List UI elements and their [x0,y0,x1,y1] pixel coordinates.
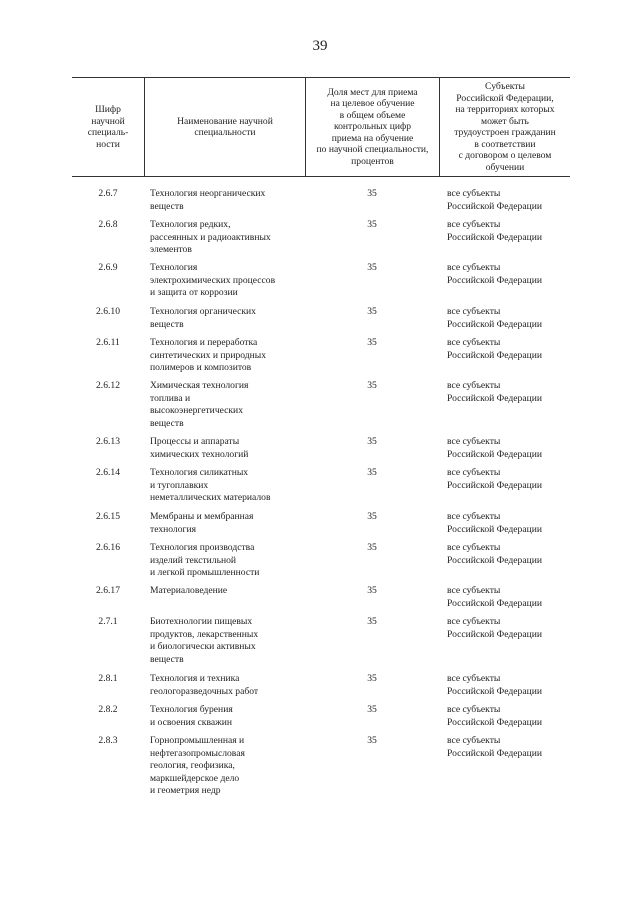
header-subjects: Субъекты Российской Федерации, на территориях которых может быть трудоустроен гражданин в соответствии с договором о целевом обучении [454,81,556,173]
cell-name: Технология производства изделий текстильной и легкой промышленности [150,542,260,578]
cell-share: 35 [367,585,377,596]
cell-subjects: все субъекты Российской Федерации [447,306,542,330]
cell-name: Мембраны и мембранная технология [150,511,254,535]
cell-subjects: все субъекты Российской Федерации [447,262,542,286]
cell-share: 35 [367,188,377,199]
table-row [72,735,570,801]
cell-code: 2.8.3 [98,735,118,746]
cell-code: 2.6.7 [98,188,118,199]
cell-name: Технология редких, рассеянных и радиоактивных элементов [150,219,271,255]
table-row [72,436,570,467]
cell-code: 2.6.11 [96,337,120,348]
cell-share: 35 [367,467,377,478]
cell-code: 2.7.1 [98,616,118,627]
cell-name: Процессы и аппараты химических технологий [150,436,249,460]
cell-code: 2.8.1 [98,673,118,684]
cell-subjects: все субъекты Российской Федерации [447,735,542,759]
cell-code: 2.8.2 [98,704,118,715]
cell-subjects: все субъекты Российской Федерации [447,511,542,535]
cell-code: 2.6.8 [98,219,118,230]
cell-subjects: все субъекты Российской Федерации [447,585,542,609]
cell-code: 2.6.13 [96,436,120,447]
cell-code: 2.6.12 [96,380,120,391]
cell-name: Биотехнологии пищевых продуктов, лекарственных и биологически активных веществ [150,616,259,665]
table-row [72,337,570,380]
cell-subjects: все субъекты Российской Федерации [447,337,542,361]
cell-share: 35 [367,436,377,447]
header-share: Доля мест для приема на целевое обучение в общем объеме контрольных цифр приема на обучение по научной специальности, процентов [316,86,429,167]
cell-code: 2.6.14 [96,467,120,478]
cell-share: 35 [367,380,377,391]
cell-code: 2.6.15 [96,511,120,522]
cell-code: 2.6.17 [96,585,120,596]
cell-name: Технология и переработка синтетических и природных полимеров и композитов [150,337,267,373]
header-code: Шифр научной специаль- ности [87,104,129,150]
cell-share: 35 [367,542,377,553]
cell-name: Технология электрохимических процессов и защита от коррозии [150,262,276,298]
table-row [72,380,570,436]
table-row [72,306,570,337]
cell-subjects: все субъекты Российской Федерации [447,616,542,640]
table-body [72,188,570,801]
table-row [72,511,570,542]
cell-name: Химическая технология топлива и высокоэнергетических веществ [150,380,249,429]
page-number: 39 [312,38,328,54]
cell-code: 2.6.16 [96,542,120,553]
cell-name: Технология неорганических веществ [150,188,266,212]
cell-subjects: все субъекты Российской Федерации [447,673,542,697]
cell-share: 35 [367,673,377,684]
cell-share: 35 [367,337,377,348]
cell-subjects: все субъекты Российской Федерации [447,542,542,566]
cell-subjects: все субъекты Российской Федерации [447,704,542,728]
cell-code: 2.6.9 [98,262,118,273]
cell-name: Технология бурения и освоения скважин [150,704,233,728]
table-row [72,673,570,704]
table-row [72,585,570,616]
cell-subjects: все субъекты Российской Федерации [447,188,542,212]
cell-share: 35 [367,219,377,230]
header-name: Наименование научной специальности [177,115,273,138]
cell-name: Технология силикатных и тугоплавких неметаллических материалов [150,467,271,503]
cell-name: Технология органических веществ [150,306,256,330]
cell-share: 35 [367,735,377,746]
cell-subjects: все субъекты Российской Федерации [447,380,542,404]
table-row [72,467,570,511]
cell-name: Материаловедение [150,585,228,596]
table-row [72,219,570,262]
cell-share: 35 [367,704,377,715]
table-row [72,704,570,735]
cell-share: 35 [367,262,377,273]
cell-share: 35 [367,616,377,627]
table-row [72,542,570,585]
cell-name: Горнопромышленная и нефтегазопромысловая геология, геофизика, маркшейдерское дело и геометрия недр [150,735,245,796]
table-row [72,188,570,219]
table-row [72,262,570,306]
cell-share: 35 [367,511,377,522]
table-row [72,616,570,673]
cell-subjects: все субъекты Российской Федерации [447,467,542,491]
cell-code: 2.6.10 [96,306,120,317]
cell-subjects: все субъекты Российской Федерации [447,219,542,243]
cell-name: Технология и техника геологоразведочных работ [150,673,259,697]
cell-share: 35 [367,306,377,317]
table-header [72,77,570,177]
cell-subjects: все субъекты Российской Федерации [447,436,542,460]
